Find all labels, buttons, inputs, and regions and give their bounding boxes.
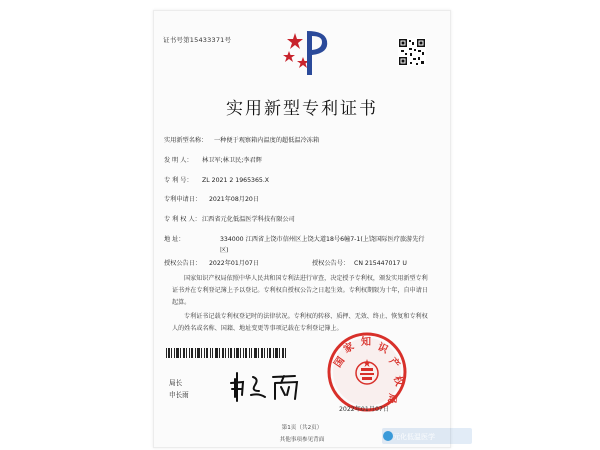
field-inventor — [164, 155, 262, 164]
barcode-icon — [166, 348, 286, 358]
field-address-value: 334000 江西省上饶市信州区上饶大道18号6幢7-1(上饶国际医疗旅游先行区) — [220, 236, 425, 254]
svg-text:识: 识 — [375, 341, 390, 356]
field-value: 一种便于观察箱内温度的超低温冷冻箱 — [214, 137, 320, 144]
signature — [229, 369, 309, 403]
field-label: 专 利 权 人： — [164, 216, 201, 223]
field-value: 2022年01月07日 — [209, 260, 260, 267]
field-value: CN 215447017 U — [354, 260, 407, 267]
field-filing-date — [164, 194, 259, 203]
watermark-text: 元化低温医学 — [393, 433, 435, 441]
body-paragraph: 国家知识产权局依照中华人民共和国专利法进行审查，决定授予专利权，颁发实用新型专利证书并在专利登记簿上予以登记。专利权自授权公告之日起生效。专利权期限为十年，自申请日起算。 — [172, 275, 428, 306]
field-label: 专利申请日： — [164, 196, 202, 203]
field-value: ZL 2021 2 1965365.X — [202, 177, 270, 184]
field-value: 林卫军;林卫民;李君辉 — [202, 157, 262, 164]
svg-text:国: 国 — [332, 355, 348, 370]
qr-code-icon — [398, 38, 426, 66]
body-paragraph: 专利证书记载专利权登记时的法律状况。专利权的转移、质押、无效、终止、恢复和专利权人的姓名或名称、国籍、地址变更等事项记载在专利登记簿上。 — [172, 313, 428, 332]
field-label: 地 址： — [164, 236, 185, 243]
page-number: 第1页（共2页） — [281, 425, 323, 431]
field-patent-number — [164, 175, 269, 184]
field-label: 授权公告日： — [164, 260, 202, 267]
watermark-logo-icon — [383, 431, 393, 441]
field-label: 授权公告号： — [312, 260, 350, 267]
seal-date: 2022年01月07日 — [339, 406, 390, 413]
field-label: 发 明 人： — [164, 157, 193, 164]
svg-text:家: 家 — [342, 341, 357, 356]
field-label: 实用新型名称： — [164, 137, 208, 144]
page-title: 实用新型专利证书 — [226, 99, 378, 119]
svg-text:知: 知 — [361, 337, 371, 348]
director-name: 申长雨 — [169, 391, 189, 399]
field-value: 江西省元化低温医学科技有限公司 — [202, 216, 295, 223]
field-label: 专 利 号： — [164, 177, 193, 184]
svg-text:产: 产 — [386, 355, 402, 371]
official-seal-icon — [326, 331, 408, 413]
footnote: 其他事项参见背面 — [279, 437, 325, 443]
certificate-body — [172, 273, 430, 337]
cnipa-logo-icon — [281, 27, 333, 79]
svg-text:权: 权 — [391, 374, 405, 388]
field-address-label — [164, 234, 202, 243]
field-grant-date — [164, 258, 259, 267]
field-utility-name — [164, 135, 319, 144]
field-publication-number — [312, 258, 407, 267]
certificate-number: 证书号第15433371号 — [163, 36, 232, 44]
field-value: 2021年08月20日 — [209, 196, 260, 203]
field-patentee — [164, 214, 295, 223]
director-label: 局长 — [169, 379, 183, 387]
certificate-page — [153, 10, 451, 448]
svg-text:局: 局 — [385, 392, 398, 405]
